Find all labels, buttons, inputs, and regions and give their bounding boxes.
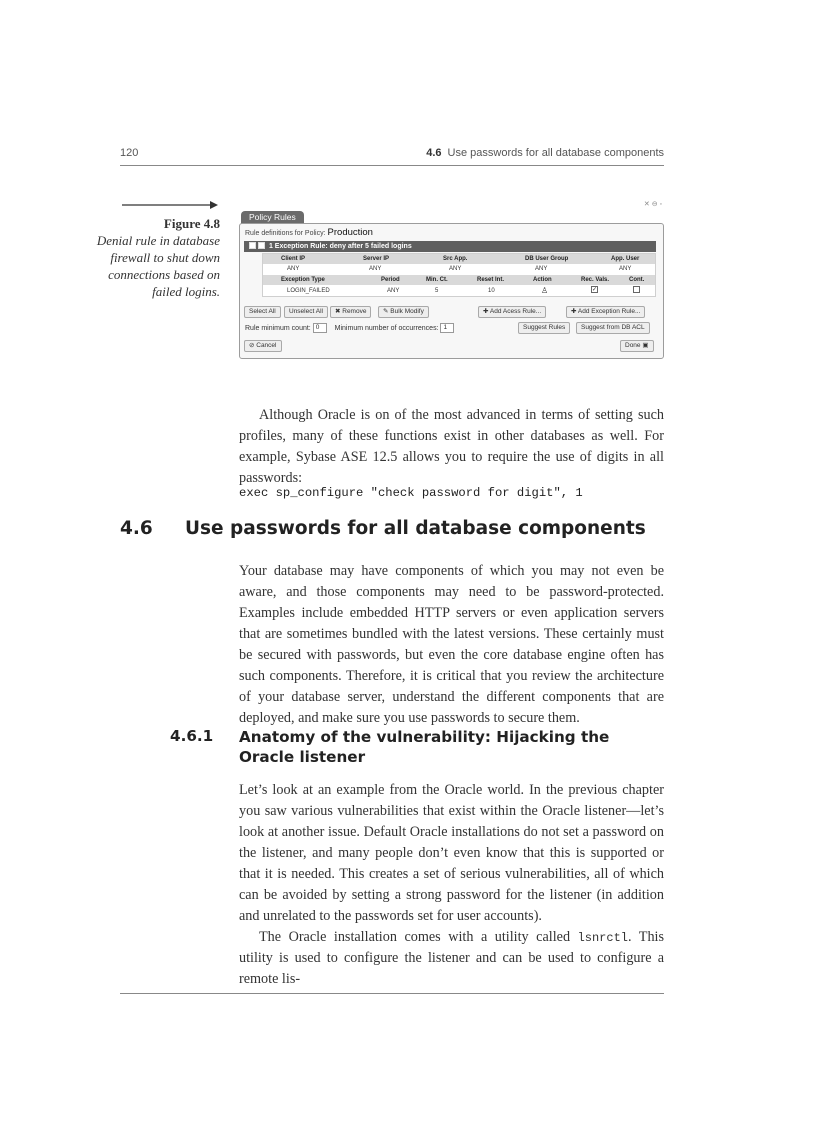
suggest-from-db-acl-button[interactable]: Suggest from DB ACL [576, 322, 650, 334]
policy-rules-tab[interactable]: Policy Rules [241, 211, 304, 224]
subsection-title: Anatomy of the vulnerability: Hijacking the Oracle listener [239, 728, 610, 766]
select-all-button[interactable]: Select All [244, 306, 281, 318]
rule-details-grid [262, 253, 656, 297]
cancel-button[interactable]: ⊘ Cancel [244, 340, 282, 352]
lsnrctl-text-after: . This utility is used to configure the listener and can be used to configure a remote lis- [239, 929, 665, 987]
running-header-section-number: 4.6 [426, 147, 442, 159]
subsection-paragraph-2 [239, 927, 664, 990]
lsnrctl-code: lsnrctl [577, 931, 628, 945]
col-app-user: App. User [611, 256, 640, 262]
figure-caption-text: Denial rule in database firewall to shut down connections based on failed logins. [96, 233, 220, 299]
section-number: 4.6 [120, 518, 153, 539]
min-occurrences-input[interactable]: 1 [440, 323, 454, 333]
policy-definition-label: Rule definitions for Policy: [245, 230, 326, 237]
figure-caption [90, 215, 220, 300]
col-reset-int: Reset Int. [477, 277, 505, 283]
unselect-all-button[interactable]: Unselect All [284, 306, 328, 318]
done-button[interactable]: Done ▣ [620, 340, 654, 352]
col-min-ct: Min. Ct. [426, 277, 448, 283]
rec-vals-check-icon: ✓ [592, 287, 598, 293]
min-count-input[interactable]: 0 [313, 323, 327, 333]
min-count-label: Rule minimum count: [245, 324, 311, 332]
policy-definition-line [245, 227, 373, 238]
col-period: Period [381, 277, 400, 283]
rule-select-checkbox[interactable] [249, 242, 256, 249]
min-occurrences-label: Minimum number of occurrences: [334, 324, 439, 332]
page-number: 120 [120, 147, 139, 159]
cell-src-app: ANY [449, 266, 462, 272]
header-rule [120, 165, 664, 166]
add-access-rule-button[interactable]: ✚ Add Acess Rule... [478, 306, 546, 318]
col-rec-vals: Rec. Vals. [581, 277, 610, 283]
exception-rule-title: 1 Exception Rule: deny after 5 failed logins [268, 243, 412, 250]
policy-rules-screenshot [239, 200, 664, 360]
window-control-icons[interactable]: ✕ ⊖ ◦ [643, 201, 662, 208]
col-client-ip: Client IP [281, 256, 306, 262]
rule-minimum-count-row [245, 323, 454, 333]
exception-rule-bar[interactable] [244, 241, 656, 252]
figure-arrow-icon [122, 200, 218, 210]
section-title: Use passwords for all database components [185, 518, 646, 539]
col-exception-type: Exception Type [281, 277, 325, 283]
cell-app-user: ANY [619, 266, 632, 272]
remove-button[interactable]: ✖ Remove [330, 306, 371, 318]
grid-header-row-2 [263, 275, 655, 285]
policy-name: Production [327, 227, 373, 238]
grid-value-row-2 [263, 286, 655, 296]
footer-rule [120, 993, 664, 994]
cell-client-ip: ANY [287, 266, 300, 272]
running-header-title: Use passwords for all database components [447, 147, 664, 159]
col-src-app: Src App. [443, 256, 468, 262]
col-db-user-group: DB User Group [525, 256, 569, 262]
cell-period: ANY [387, 288, 400, 294]
rule-expand-icon[interactable] [258, 242, 265, 249]
running-header [426, 147, 664, 159]
cell-db-user-group: ANY [535, 266, 548, 272]
cell-server-ip: ANY [369, 266, 382, 272]
col-action: Action [533, 277, 552, 283]
suggest-rules-button[interactable]: Suggest Rules [518, 322, 570, 334]
cell-min-ct: 5 [435, 288, 439, 294]
bulk-modify-button[interactable]: ✎ Bulk Modify [378, 306, 429, 318]
lsnrctl-text-before: The Oracle installation comes with a utility called [259, 929, 578, 945]
grid-header-row-1 [263, 254, 655, 264]
add-exception-rule-button[interactable]: ✚ Add Exception Rule... [566, 306, 645, 318]
policy-rules-panel [239, 223, 664, 359]
section-paragraph: Your database may have components of which you may not even be aware, and those components may need to be password-protected. Examples include embedded HTTP servers or even application servers that are sometimes bundled with the latest versions. These certainly must be secured with passwords, but even the core database engine often has such components. Therefore, it is critical that you review the architecture of your database server, understand the different components that are deployed, and make sure you use passwords to secure them. [239, 563, 664, 726]
grid-value-row-1 [263, 264, 655, 274]
col-server-ip: Server IP [363, 256, 390, 262]
paragraph-oracle-profiles: Although Oracle is on of the most advanced in terms of setting such profiles, many of these functions exist in other databases as well. For example, Sybase ASE 12.5 allows you to require the use of digits in all passwords: [239, 407, 664, 486]
code-sp-configure: exec sp_configure "check password for digit", 1 [239, 486, 583, 500]
figure-label: Figure 4.8 [163, 216, 220, 231]
cont-checkbox-box [633, 286, 640, 293]
cell-reset-int: 10 [488, 288, 495, 294]
subsection-paragraph-1: Let’s look at an example from the Oracle world. In the previous chapter you saw various vulnerabilities that exist within the Oracle listener—let’s look at another issue. Default Oracle installations do not set a password on the listener, and many people don’t even know that this is supported or that it is needed. This creates a set of serious vulnerabilities, all of which can be avoided by setting a strong password for the listener (in addition and unrelated to the passwords set for user accounts). [239, 782, 664, 924]
subsection-number: 4.6.1 [170, 727, 214, 745]
cell-exception-type: LOGIN_FAILED [287, 288, 330, 294]
col-cont: Cont. [629, 277, 645, 283]
action-icon[interactable]: ♙ [541, 286, 549, 295]
